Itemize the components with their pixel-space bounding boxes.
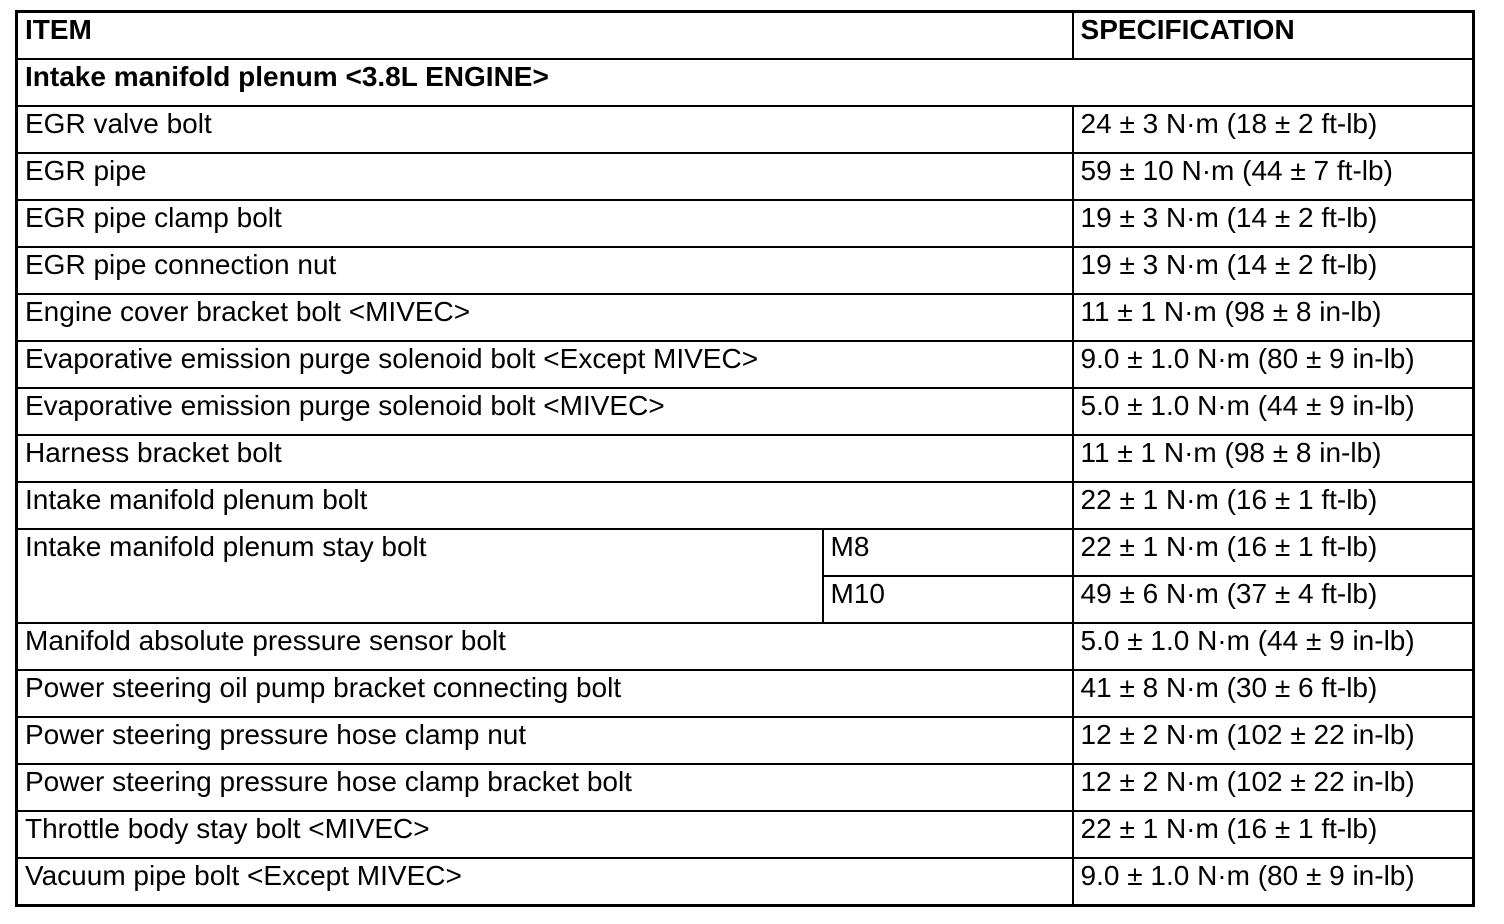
spec-cell: 22 ± 1 N·m (16 ± 1 ft-lb) — [1073, 529, 1474, 576]
table-row — [17, 106, 1474, 153]
spec-cell: 22 ± 1 N·m (16 ± 1 ft-lb) — [1073, 482, 1474, 529]
spec-cell: 12 ± 2 N·m (102 ± 22 in-lb) — [1073, 717, 1474, 764]
section-title: Intake manifold plenum <3.8L ENGINE> — [17, 59, 1474, 106]
item-cell: Power steering pressure hose clamp bracket bolt — [17, 764, 1073, 811]
torque-specification-table — [15, 10, 1475, 907]
table-row — [17, 153, 1474, 200]
spec-cell: 19 ± 3 N·m (14 ± 2 ft-lb) — [1073, 247, 1474, 294]
spec-cell: 5.0 ± 1.0 N·m (44 ± 9 in-lb) — [1073, 388, 1474, 435]
spec-cell: 11 ± 1 N·m (98 ± 8 in-lb) — [1073, 435, 1474, 482]
size-cell: M8 — [823, 529, 1073, 576]
table-row — [17, 200, 1474, 247]
table-row — [17, 717, 1474, 764]
table-body — [17, 12, 1474, 906]
header-specification: SPECIFICATION — [1073, 12, 1474, 60]
size-cell: M10 — [823, 576, 1073, 623]
item-cell: Vacuum pipe bolt <Except MIVEC> — [17, 858, 1073, 906]
spec-cell: 59 ± 10 N·m (44 ± 7 ft-lb) — [1073, 153, 1474, 200]
spec-cell: 24 ± 3 N·m (18 ± 2 ft-lb) — [1073, 106, 1474, 153]
table-row — [17, 341, 1474, 388]
table-row — [17, 435, 1474, 482]
item-cell: EGR pipe connection nut — [17, 247, 1073, 294]
item-cell: Power steering pressure hose clamp nut — [17, 717, 1073, 764]
spec-cell: 9.0 ± 1.0 N·m (80 ± 9 in-lb) — [1073, 858, 1474, 906]
spec-cell: 11 ± 1 N·m (98 ± 8 in-lb) — [1073, 294, 1474, 341]
item-cell: Intake manifold plenum bolt — [17, 482, 1073, 529]
spec-cell: 9.0 ± 1.0 N·m (80 ± 9 in-lb) — [1073, 341, 1474, 388]
item-cell: EGR pipe clamp bolt — [17, 200, 1073, 247]
spec-cell: 19 ± 3 N·m (14 ± 2 ft-lb) — [1073, 200, 1474, 247]
item-cell: Manifold absolute pressure sensor bolt — [17, 623, 1073, 670]
item-cell: Evaporative emission purge solenoid bolt <Except MIVEC> — [17, 341, 1073, 388]
table-row — [17, 670, 1474, 717]
item-cell: Throttle body stay bolt <MIVEC> — [17, 811, 1073, 858]
item-cell: Power steering oil pump bracket connecting bolt — [17, 670, 1073, 717]
item-cell: EGR pipe — [17, 153, 1073, 200]
table-row — [17, 294, 1474, 341]
table-row — [17, 529, 1474, 576]
item-cell: Evaporative emission purge solenoid bolt <MIVEC> — [17, 388, 1073, 435]
table-row — [17, 623, 1474, 670]
table-row — [17, 388, 1474, 435]
header-row — [17, 12, 1474, 60]
table-row — [17, 247, 1474, 294]
item-cell: Intake manifold plenum stay bolt — [17, 529, 823, 623]
table-row — [17, 482, 1474, 529]
section-row — [17, 59, 1474, 106]
item-cell: EGR valve bolt — [17, 106, 1073, 153]
table-row — [17, 764, 1474, 811]
table-row — [17, 858, 1474, 906]
spec-cell: 12 ± 2 N·m (102 ± 22 in-lb) — [1073, 764, 1474, 811]
item-cell: Harness bracket bolt — [17, 435, 1073, 482]
spec-cell: 41 ± 8 N·m (30 ± 6 ft-lb) — [1073, 670, 1474, 717]
spec-cell: 5.0 ± 1.0 N·m (44 ± 9 in-lb) — [1073, 623, 1474, 670]
spec-cell: 22 ± 1 N·m (16 ± 1 ft-lb) — [1073, 811, 1474, 858]
header-item: ITEM — [17, 12, 1073, 60]
item-cell: Engine cover bracket bolt <MIVEC> — [17, 294, 1073, 341]
spec-cell: 49 ± 6 N·m (37 ± 4 ft-lb) — [1073, 576, 1474, 623]
table-row — [17, 811, 1474, 858]
